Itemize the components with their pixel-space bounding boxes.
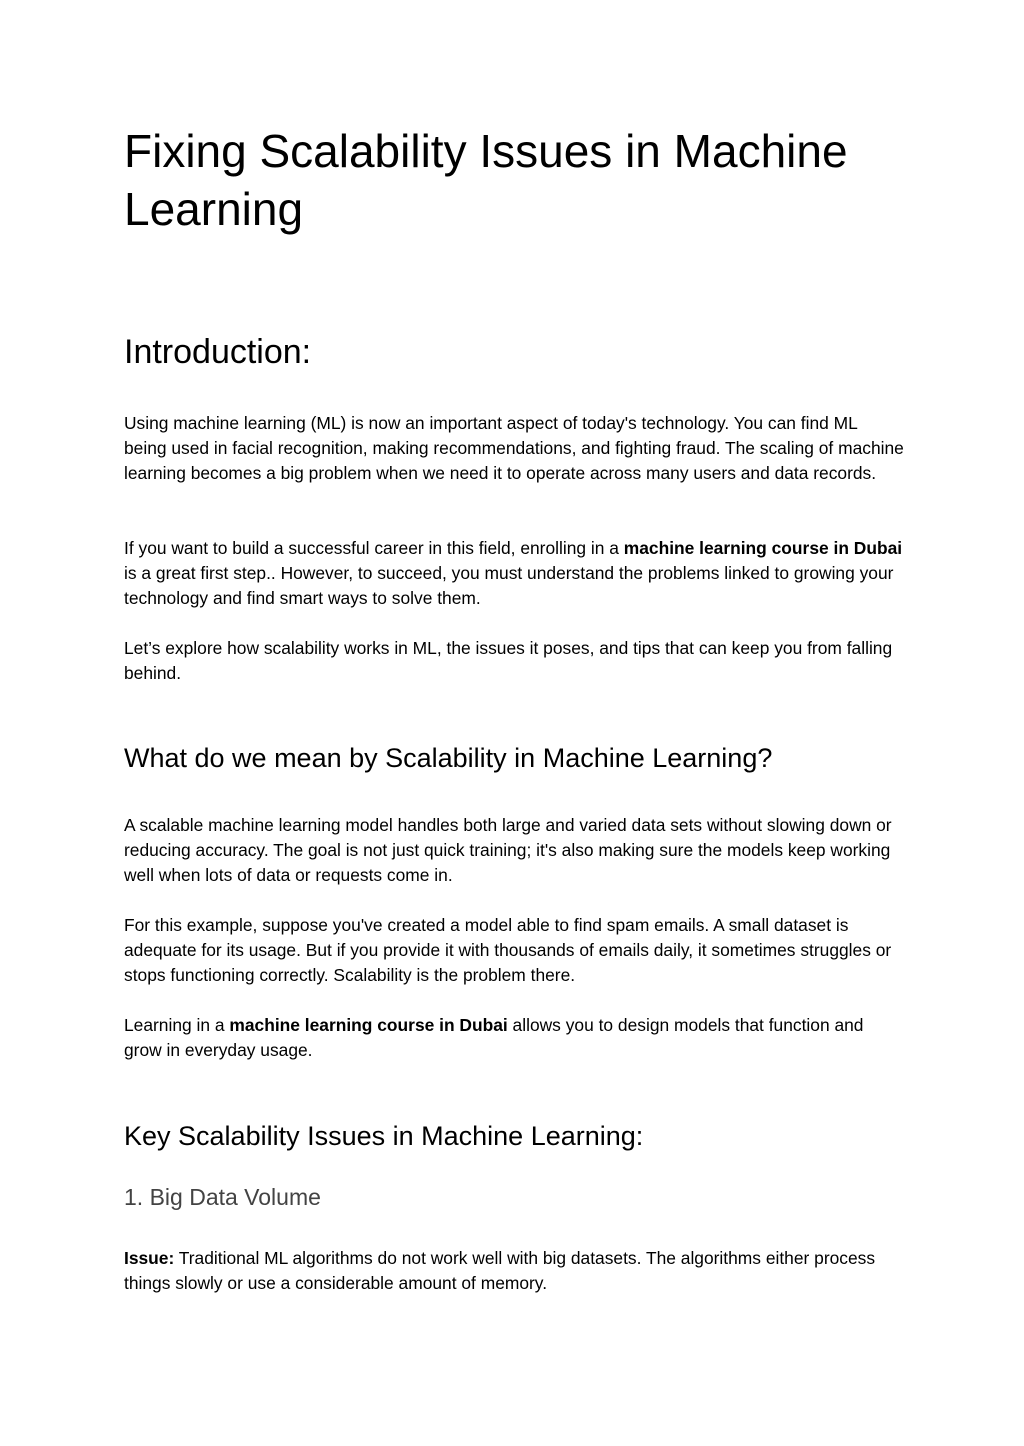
paragraph-text: Traditional ML algorithms do not work well with big datasets. The algorithms either process things slowly or use a considerable amount of memory.: [124, 1248, 876, 1293]
introduction-paragraph-2: [124, 536, 904, 611]
introduction-heading: Introduction:: [124, 333, 312, 371]
paragraph-text: Learning in a: [124, 1015, 230, 1035]
bold-course-name: machine learning course in Dubai: [229, 1015, 508, 1035]
scalability-paragraph-1: A scalable machine learning model handles both large and varied data sets without slowing down or reducing accuracy. The goal is not just quick training; it's also making sure the models keep working well when lots of data or requests come in.: [124, 815, 892, 885]
scalability-heading: What do we mean by Scalability in Machine Learning?: [124, 743, 773, 773]
scalability-paragraph-2: For this example, suppose you've created a model able to find spam emails. A small dataset is adequate for its usage. But if you provide it with thousands of emails daily, it sometimes struggles or stops functioning correctly. Scalability is the problem there.: [124, 915, 892, 985]
scalability-paragraph-3: [124, 1013, 904, 1063]
paragraph-text: If you want to build a successful career in this field, enrolling in a: [124, 538, 624, 558]
introduction-paragraph-3: Let’s explore how scalability works in ML, the issues it poses, and tips that can keep you from falling behind.: [124, 638, 893, 683]
issue-label: Issue:: [124, 1248, 175, 1268]
issues-heading: Key Scalability Issues in Machine Learning:: [124, 1121, 644, 1151]
introduction-paragraph-1: Using machine learning (ML) is now an important aspect of today's technology. You can find ML being used in facial recognition, making recommendations, and fighting fraud. The scaling of machine learning becomes a big problem when we need it to operate across many users and data records.: [124, 413, 904, 483]
issue-1-heading: 1. Big Data Volume: [124, 1184, 321, 1210]
document-title: Fixing Scalability Issues in Machine Learning: [124, 125, 848, 235]
bold-course-name: machine learning course in Dubai: [623, 538, 903, 558]
issue-1-paragraph: [124, 1246, 904, 1296]
paragraph-text: allows you to design models that function and grow in everyday usage.: [124, 1015, 864, 1060]
paragraph-text: is a great first step.. However, to succeed, you must understand the problems linked to growing your technology and find smart ways to solve them.: [124, 563, 894, 608]
